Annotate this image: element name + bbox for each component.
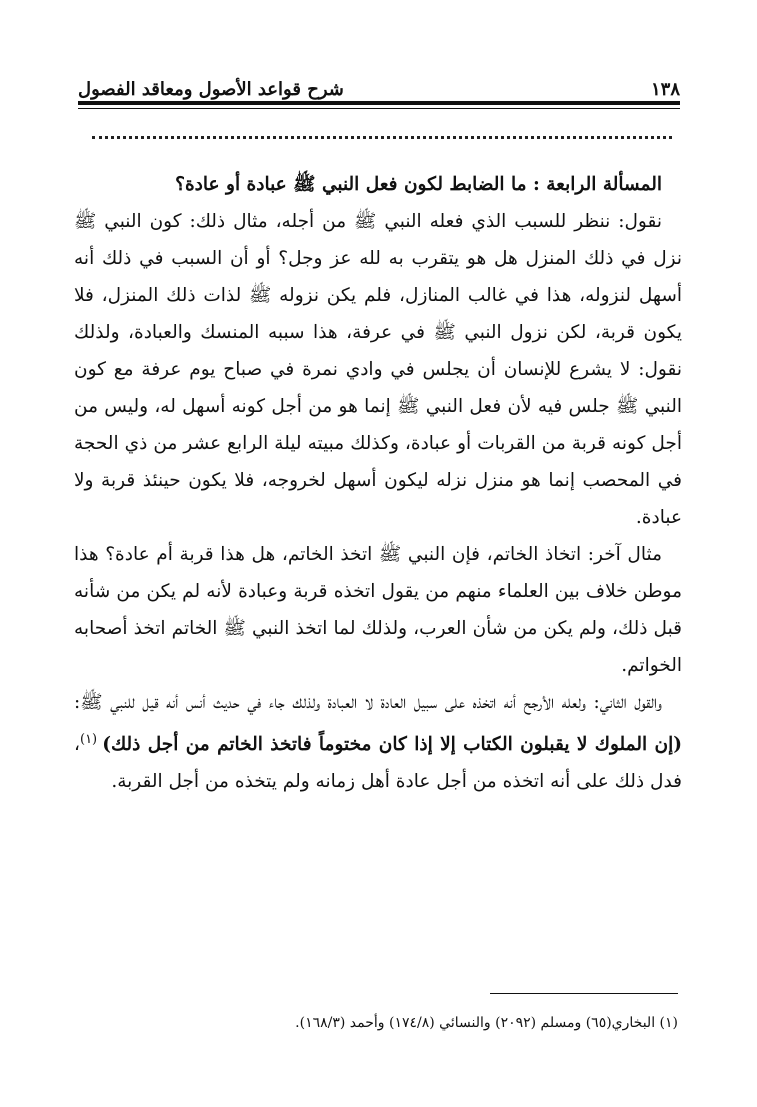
paragraph: مثال آخر: اتخاذ الخاتم، فإن النبي ﷺ اتخذ الخاتم، هل هذا قربة أم عادة؟ هذا موطن خلاف بين العلماء منهم من يقول اتخذه قربة وعبادة لأنه لم يكن من شأنه قبل ذلك، ولم يكن من شأن العرب، ولذلك لما اتخذ النبي ﷺ الخاتم اتخذ أصحابه الخواتم. [74, 544, 682, 676]
running-header [78, 70, 680, 100]
running-title: شرح قواعد الأصول ومعاقد الفصول [78, 79, 344, 100]
header-rule-thick [78, 101, 680, 105]
footnote-rule [490, 993, 678, 994]
page-number: ١٣٨ [650, 79, 680, 100]
paragraph: نقول: ننظر للسبب الذي فعله النبي ﷺ من أجله، مثال ذلك: كون النبي ﷺ نزل في ذلك المنزل هل هو يتقرب به لله عز وجل؟ أو أن السبب في ذلك أنه أسهل لنزوله، هذا في غالب المنازل، فلم يكن نزوله ﷺ لذات ذلك المنزل، فلا يكون قربة، لكن نزول النبي ﷺ في عرفة، هذا سببه المنسك والعبادة، ولذلك نقول: لا يشرع للإنسان أن يجلس في وادي نمرة في صباح يوم عرفة مع كون النبي ﷺ جلس فيه لأن فعل النبي ﷺ إنما هو من أجل كونه أسهل له، وليس من أجل كونه قربة من القربات أو عبادة، وكذلك مبيته ليلة الرابع عشر من ذي الحجة في المحصب إنما هو منزل نزله ليكون أسهل لخروجه، فلا يكون حينئذ قربة ولا عبادة. [74, 211, 682, 528]
footnote: (١) البخاري(٦٥) ومسلم (٢٠٩٢) والنسائي (١٧٤/٨) وأحمد (١٦٨/٣). [295, 1015, 678, 1031]
paragraph [74, 684, 682, 800]
paragraph-text: ، فدل ذلك على أنه اتخذه من أجل عادة أهل زمانه ولم يتخذه من أجل القربة. [74, 734, 682, 793]
paragraph-text: والقول الثاني: ولعله الأرجح أنه اتخذه على سبيل العادة لا العبادة ولذلك جاء في حديث أنس أنه قيل للنبي ﷺ: [74, 692, 662, 713]
header-rule-thin [78, 108, 680, 109]
footnote-reference: (١) [79, 732, 103, 747]
dotted-separator [92, 136, 672, 139]
hadith-quote: (إن الملوك لا يقبلون الكتاب إلا إذا كان مختوماً فاتخذ الخاتم من أجل ذلك) [102, 734, 682, 756]
section-heading: المسألة الرابعة : ما الضابط لكون فعل النبي ﷺ عبادة أو عادة؟ [175, 174, 662, 195]
main-text [74, 166, 682, 800]
